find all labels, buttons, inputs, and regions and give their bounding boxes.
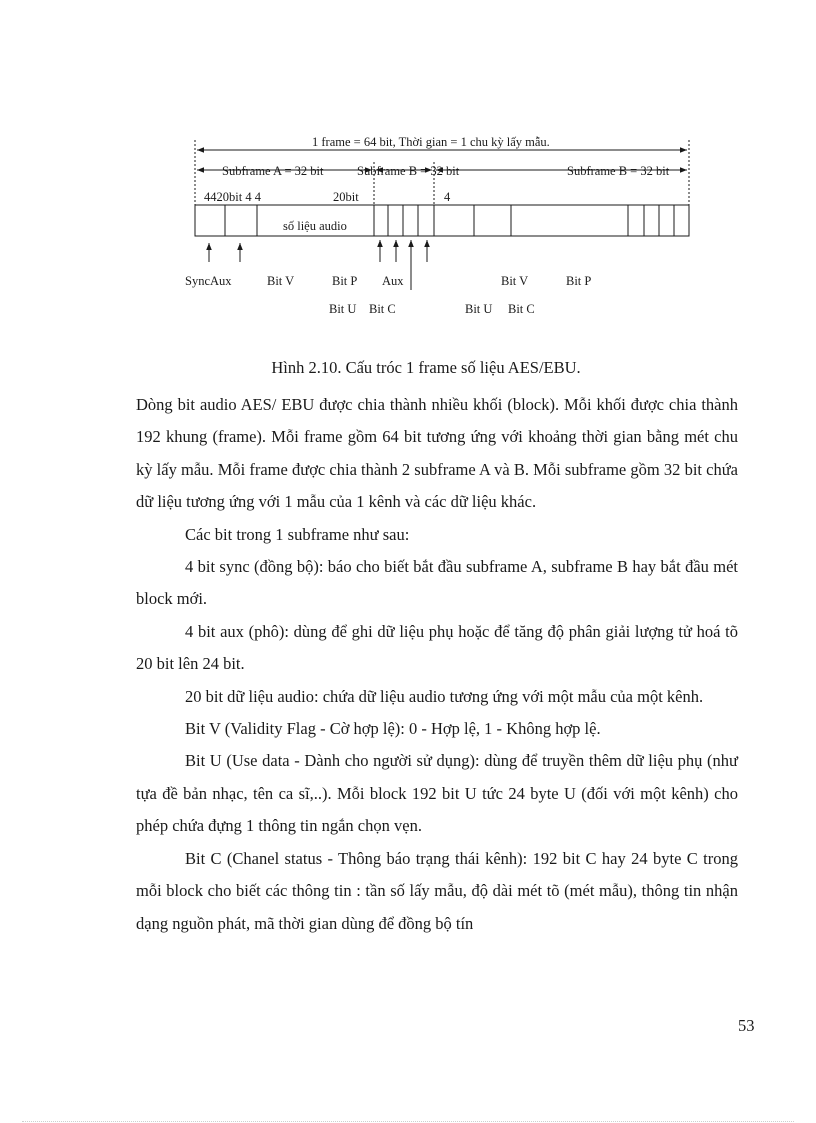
bit-widths-a: 4420bit 4 4	[204, 190, 261, 204]
bit-width-b: 4	[444, 190, 451, 204]
paragraph: 4 bit aux (phô): dùng để ghi dữ liệu phụ hoặc để tăng độ phân giải lượng tử hoá tõ 20 bit lên 24 bit.	[136, 621, 738, 674]
bit-u-label-a: Bit U	[329, 302, 357, 316]
bit-c-label-b: Bit C	[508, 302, 535, 316]
page-number: 53	[738, 1016, 755, 1035]
bit-c-label-a: Bit C	[369, 302, 396, 316]
subframe-b-label-1: Subframe B = 32 bit	[357, 164, 460, 178]
bit-p-label-a: Bit P	[332, 274, 358, 288]
subframe-b-label-2: Subframe B = 32 bit	[567, 164, 670, 178]
sync-aux-label: SyncAux	[185, 274, 232, 288]
audio-field-label: số liệu audio	[283, 219, 347, 233]
bit-width-20: 20bit	[333, 190, 359, 204]
aes-ebu-frame-diagram	[0, 0, 816, 330]
bit-v-label-a: Bit V	[267, 274, 295, 288]
aux-label: Aux	[382, 274, 404, 288]
figure-caption: Hình 2.10. Cấu tróc 1 frame số liệu AES/EBU.	[271, 358, 581, 377]
bit-p-label-b: Bit P	[566, 274, 592, 288]
paragraph: Bit V (Validity Flag - Cờ hợp lệ): 0 - Hợp lệ, 1 - Không hợp lệ.	[185, 719, 601, 739]
paragraph: Bit C (Chanel status - Thông báo trạng thái kênh): 192 bit C hay 24 byte C trong mỗi block cho biết các thông tin : tần số lấy mẫu, độ dài mét tõ (mét mẫu), thông tin nhận dạng nguồn phát, mã thời gian dùng để đồng bộ tín	[136, 848, 738, 933]
bit-v-label-b: Bit V	[501, 274, 529, 288]
bit-u-label-b: Bit U	[465, 302, 493, 316]
paragraph: Các bit trong 1 subframe như sau:	[185, 524, 410, 544]
paragraph: 4 bit sync (đồng bộ): báo cho biết bắt đầu subframe A, subframe B hay bắt đầu mét block mới.	[136, 557, 738, 609]
paragraph: Dòng bit audio AES/ EBU được chia thành nhiều khối (block). Mỗi khối được chia thành 192 khung (frame). Mỗi frame gồm 64 bit tương ứng với khoảng thời gian bằng mét chu kỳ lấy mẫu. Mỗi frame được chia thành 2 subframe A và B. Mỗi subframe gồm 32 bit chứa dữ liệu tương ứng với 1 mẫu của 1 kênh và các dữ liệu khác.	[136, 395, 738, 512]
paragraph: Bit U (Use data - Dành cho người sử dụng): dùng để truyền thêm dữ liệu phụ (như tựa đề bản nhạc, tên ca sĩ,..). Mỗi block 192 bit U tức 24 byte U (đối với một kênh) cho phép chứa đựng 1 thông tin ngắn chọn vẹn.	[136, 751, 738, 836]
subframe-a-label: Subframe A = 32 bit	[222, 164, 324, 178]
footer-divider	[22, 1121, 794, 1122]
paragraph: 20 bit dữ liệu audio: chứa dữ liệu audio tương ứng với một mẫu của một kênh.	[185, 686, 704, 706]
body-text	[136, 389, 738, 940]
frame-length-label: 1 frame = 64 bit, Thời gian = 1 chu kỳ lấy mẫu.	[312, 135, 550, 149]
